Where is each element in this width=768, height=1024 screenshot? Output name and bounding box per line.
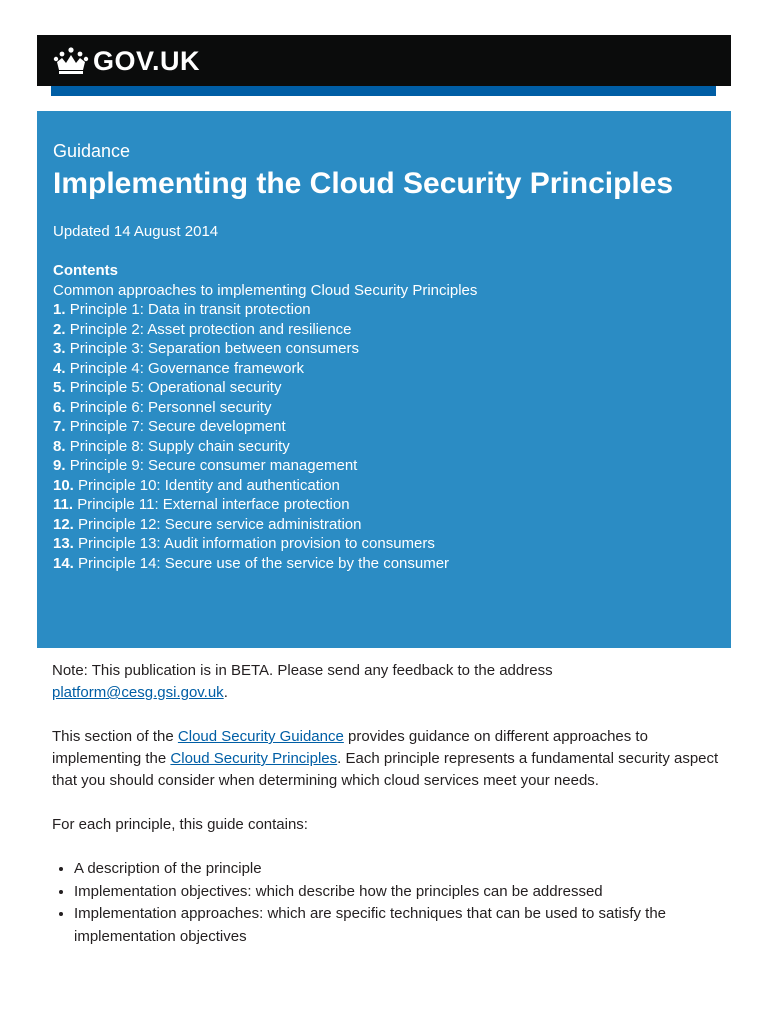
contents-link[interactable]: Principle 2: Asset protection and resilience xyxy=(69,320,352,338)
intro-text-1: This section of the xyxy=(52,728,178,745)
contents-link[interactable]: Principle 4: Governance framework xyxy=(69,359,304,377)
contents-number: 3. xyxy=(53,340,66,357)
contents-number: 1. xyxy=(53,301,66,318)
feedback-email-link[interactable]: platform@cesg.gsi.gov.uk xyxy=(52,684,224,701)
hero-banner xyxy=(37,111,731,648)
contents-number: 11. xyxy=(53,496,74,513)
contents-item[interactable] xyxy=(53,320,715,340)
contents-link[interactable]: Principle 9: Secure consumer management xyxy=(69,457,358,474)
intro-text-2: provides guidance on different approaches to implementing the xyxy=(52,728,648,767)
cloud-security-principles-link[interactable]: Cloud Security Principles xyxy=(170,750,338,767)
contents-heading: Contents xyxy=(53,262,118,279)
contents-number: 7. xyxy=(53,418,66,435)
contents-link[interactable]: Principle 13: Audit information provision to consumers xyxy=(78,535,435,552)
logo-text: GOV.UK xyxy=(93,45,201,76)
contents-link[interactable]: Principle 1: Data in transit protection xyxy=(69,301,311,318)
contents-link[interactable]: Principle 7: Secure development xyxy=(69,418,286,435)
list-item: • Implementation objectives: which describe how the principles can be addressed xyxy=(74,881,722,904)
contents-number: 2. xyxy=(53,320,66,338)
page-title: Implementing the Cloud Security Principles xyxy=(53,167,674,200)
contents-link[interactable]: Principle 10: Identity and authentication xyxy=(78,476,340,494)
contents-link[interactable]: Principle 3: Separation between consumers xyxy=(69,340,360,357)
contents-number: 12. xyxy=(53,515,74,533)
contents-item[interactable] xyxy=(53,339,715,359)
list-item: • A description of the principle xyxy=(74,858,722,881)
contents-item[interactable] xyxy=(53,476,715,496)
for-each-paragraph: For each principle, this guide contains: xyxy=(52,816,308,833)
contents-item[interactable] xyxy=(53,398,715,418)
contents-link[interactable]: Principle 14: Secure use of the service by the consumer xyxy=(78,554,450,572)
contents-link[interactable]: Principle 8: Supply chain security xyxy=(69,437,290,455)
contents-link[interactable]: Principle 12: Secure service administration xyxy=(78,515,362,533)
govuk-header xyxy=(37,35,731,86)
contents-item[interactable] xyxy=(53,495,715,515)
beta-note-text: Note: This publication is in BETA. Please send any feedback to the address xyxy=(52,662,553,679)
intro-text-3: . Each principle represents a fundamental security aspect that you should consider when determining which cloud services meet your needs. xyxy=(52,750,719,789)
main-content xyxy=(52,660,722,948)
contents-item[interactable] xyxy=(53,378,715,398)
contents-item[interactable] xyxy=(53,359,715,379)
updated-date: Updated 14 August 2014 xyxy=(53,223,219,240)
contents-item[interactable] xyxy=(53,300,715,320)
guide-contents-list xyxy=(52,858,722,948)
contents-number: 6. xyxy=(53,398,66,416)
crown-icon xyxy=(53,46,89,76)
contents-item[interactable] xyxy=(53,456,715,476)
contents-number: 14. xyxy=(53,554,74,572)
govuk-logo-link[interactable] xyxy=(53,44,200,78)
contents-list xyxy=(53,281,715,574)
contents-link[interactable]: Principle 5: Operational security xyxy=(69,379,282,396)
beta-note-end: . xyxy=(223,684,228,701)
contents-item[interactable] xyxy=(53,554,715,574)
contents-link[interactable]: Principle 6: Personnel security xyxy=(69,398,272,416)
document-type: Guidance xyxy=(53,141,131,161)
beta-note xyxy=(52,660,722,704)
contents-number: 13. xyxy=(53,535,74,552)
contents-item[interactable] xyxy=(53,534,715,554)
contents-link[interactable]: Principle 11: External interface protection xyxy=(77,496,350,513)
list-item: • Implementation approaches: which are specific techniques that can be used to satisfy the implementation objectives xyxy=(74,903,722,948)
contents-item[interactable] xyxy=(53,437,715,457)
contents-item-intro[interactable] xyxy=(53,281,715,301)
header-stripe xyxy=(51,86,716,96)
contents-number: 4. xyxy=(53,359,66,377)
intro-paragraph xyxy=(52,726,722,792)
cloud-security-guidance-link[interactable]: Cloud Security Guidance xyxy=(177,728,344,745)
contents-number: 9. xyxy=(53,457,66,474)
contents-item[interactable] xyxy=(53,417,715,437)
contents-number: 10. xyxy=(53,476,74,494)
contents-number: 8. xyxy=(53,437,66,455)
contents-item[interactable] xyxy=(53,515,715,535)
contents-number: 5. xyxy=(53,379,66,396)
contents-link-intro[interactable]: Common approaches to implementing Cloud Security Principles xyxy=(53,281,478,299)
